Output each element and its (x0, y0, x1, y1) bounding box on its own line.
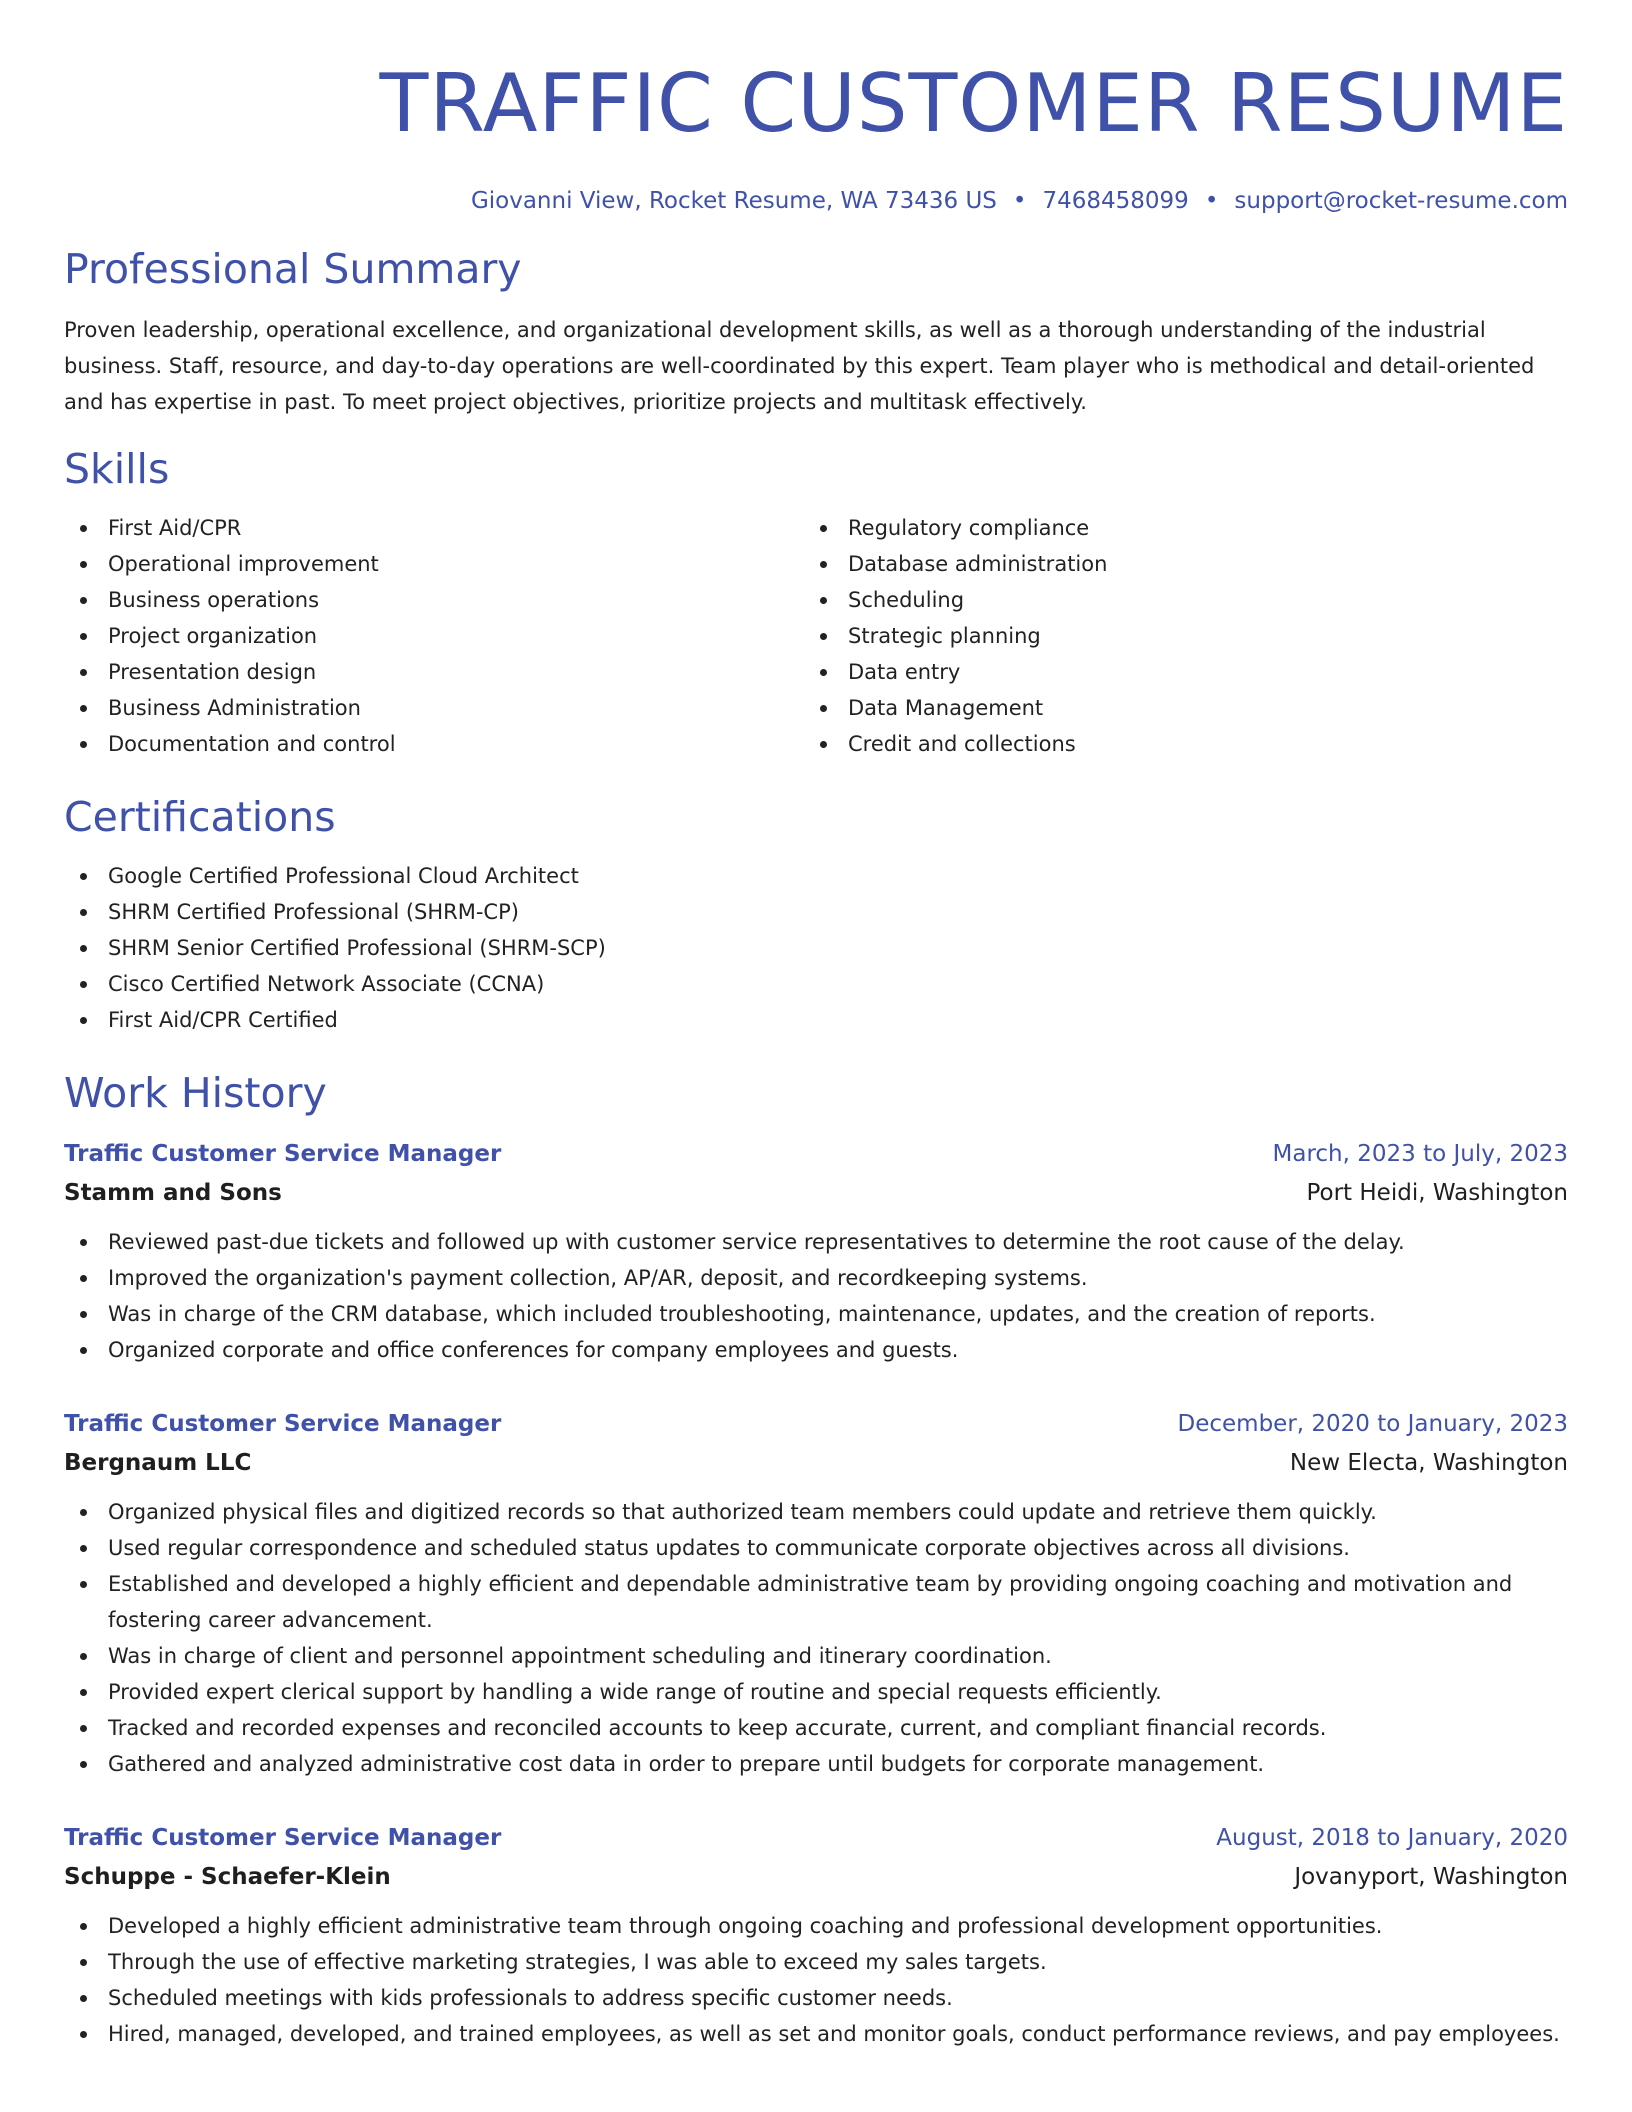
work-history-section (64, 1068, 1568, 2052)
job-location: Port Heidi, Washington (1306, 1180, 1568, 1206)
certification-item: SHRM Senior Certified Professional (SHRM-SCP) (64, 930, 1568, 966)
job-title-row (64, 1134, 1568, 1174)
job-title: Traffic Customer Service Manager (64, 1825, 502, 1851)
certification-item: Cisco Certified Network Associate (CCNA) (64, 966, 1568, 1002)
skill-item: Strategic planning (804, 618, 1544, 654)
job-entry (64, 1404, 1568, 1782)
skills-list-left (64, 510, 804, 762)
contact-address: Giovanni View, Rocket Resume, WA 73436 US (470, 188, 997, 214)
job-duty: Through the use of effective marketing strategies, I was able to exceed my sales targets. (64, 1944, 1568, 1980)
job-duty: Established and developed a highly efficient and dependable administrative team by providing ongoing coaching and motivation and fostering career advancement. (64, 1566, 1568, 1638)
work-history-heading: Work History (64, 1069, 327, 1117)
job-dates: March, 2023 to July, 2023 (1272, 1141, 1568, 1167)
job-title: Traffic Customer Service Manager (64, 1411, 502, 1437)
job-duty: Hired, managed, developed, and trained employees, as well as set and monitor goals, conduct performance reviews, and pay employees. (64, 2016, 1568, 2052)
skills-heading: Skills (64, 445, 170, 493)
job-company-row (64, 1444, 1568, 1482)
skills-section (64, 444, 1568, 762)
skill-item: Database administration (804, 546, 1544, 582)
certifications-list (64, 858, 1568, 1038)
job-duty: Reviewed past-due tickets and followed up with customer service representatives to determine the root cause of the delay. (64, 1224, 1568, 1260)
summary-heading: Professional Summary (64, 245, 522, 293)
skills-list-right (804, 510, 1544, 762)
contact-phone[interactable]: 7468458099 (1042, 188, 1189, 214)
skill-item: Scheduling (804, 582, 1544, 618)
skill-item: Regulatory compliance (804, 510, 1544, 546)
job-duty: Developed a highly efficient administrative team through ongoing coaching and professional development opportunities. (64, 1908, 1568, 1944)
certifications-heading: Certifications (64, 793, 336, 841)
job-duty: Used regular correspondence and scheduled status updates to communicate corporate objectives across all divisions. (64, 1530, 1568, 1566)
job-entry (64, 1818, 1568, 2052)
summary-text: Proven leadership, operational excellence, and organizational development skills, as well as a thorough understanding of the industrial business. Staff, resource, and day-to-day operations are well-coordinated by this expert. Team player who is methodical and detail-oriented and has expertise in past. To meet project objectives, prioritize projects and multitask effectively. (64, 318, 1535, 414)
job-location: Jovanyport, Washington (1294, 1864, 1568, 1890)
summary-section (64, 244, 1568, 420)
skill-item: Business Administration (64, 690, 804, 726)
job-title-row (64, 1818, 1568, 1858)
resume-title: TRAFFIC CUSTOMER RESUME (379, 57, 1568, 150)
job-duties-list (64, 1908, 1568, 2052)
contact-separator: • (1012, 188, 1027, 214)
job-company-row (64, 1858, 1568, 1896)
certifications-section (64, 792, 1568, 1038)
job-duty: Provided expert clerical support by handling a wide range of routine and special requests efficiently. (64, 1674, 1568, 1710)
skill-item: Operational improvement (64, 546, 804, 582)
job-duty: Improved the organization's payment collection, AP/AR, deposit, and recordkeeping systems. (64, 1260, 1568, 1296)
skill-item: Documentation and control (64, 726, 804, 762)
job-duty: Was in charge of client and personnel appointment scheduling and itinerary coordination. (64, 1638, 1568, 1674)
job-dates: December, 2020 to January, 2023 (1177, 1411, 1568, 1437)
job-title-row (64, 1404, 1568, 1444)
job-company-row (64, 1174, 1568, 1212)
job-duty: Organized physical files and digitized records so that authorized team members could update and retrieve them quickly. (64, 1494, 1568, 1530)
resume-header (64, 0, 1568, 216)
job-location: New Electa, Washington (1289, 1450, 1568, 1476)
job-duty: Scheduled meetings with kids professionals to address specific customer needs. (64, 1980, 1568, 2016)
job-duty: Tracked and recorded expenses and reconciled accounts to keep accurate, current, and compliant financial records. (64, 1710, 1568, 1746)
job-duty: Gathered and analyzed administrative cost data in order to prepare until budgets for corporate management. (64, 1746, 1568, 1782)
job-company: Bergnaum LLC (64, 1450, 252, 1476)
job-dates: August, 2018 to January, 2020 (1216, 1825, 1568, 1851)
job-company: Schuppe - Schaefer-Klein (64, 1864, 391, 1890)
skill-item: Data Management (804, 690, 1544, 726)
job-duties-list (64, 1494, 1568, 1782)
job-company: Stamm and Sons (64, 1180, 282, 1206)
skills-columns (64, 510, 1568, 762)
job-duties-list (64, 1224, 1568, 1368)
certification-item: First Aid/CPR Certified (64, 1002, 1568, 1038)
job-duty: Was in charge of the CRM database, which included troubleshooting, maintenance, updates, and the creation of reports. (64, 1296, 1568, 1332)
contact-email[interactable]: support@rocket-resume.com (1234, 188, 1568, 214)
skill-item: Project organization (64, 618, 804, 654)
contact-line (64, 186, 1568, 216)
skill-item: Data entry (804, 654, 1544, 690)
job-duty: Organized corporate and office conferences for company employees and guests. (64, 1332, 1568, 1368)
certification-item: Google Certified Professional Cloud Architect (64, 858, 1568, 894)
skill-item: Presentation design (64, 654, 804, 690)
contact-separator: • (1204, 188, 1219, 214)
certification-item: SHRM Certified Professional (SHRM-CP) (64, 894, 1568, 930)
skill-item: First Aid/CPR (64, 510, 804, 546)
job-entry (64, 1134, 1568, 1368)
skill-item: Credit and collections (804, 726, 1544, 762)
job-title: Traffic Customer Service Manager (64, 1141, 502, 1167)
skill-item: Business operations (64, 582, 804, 618)
